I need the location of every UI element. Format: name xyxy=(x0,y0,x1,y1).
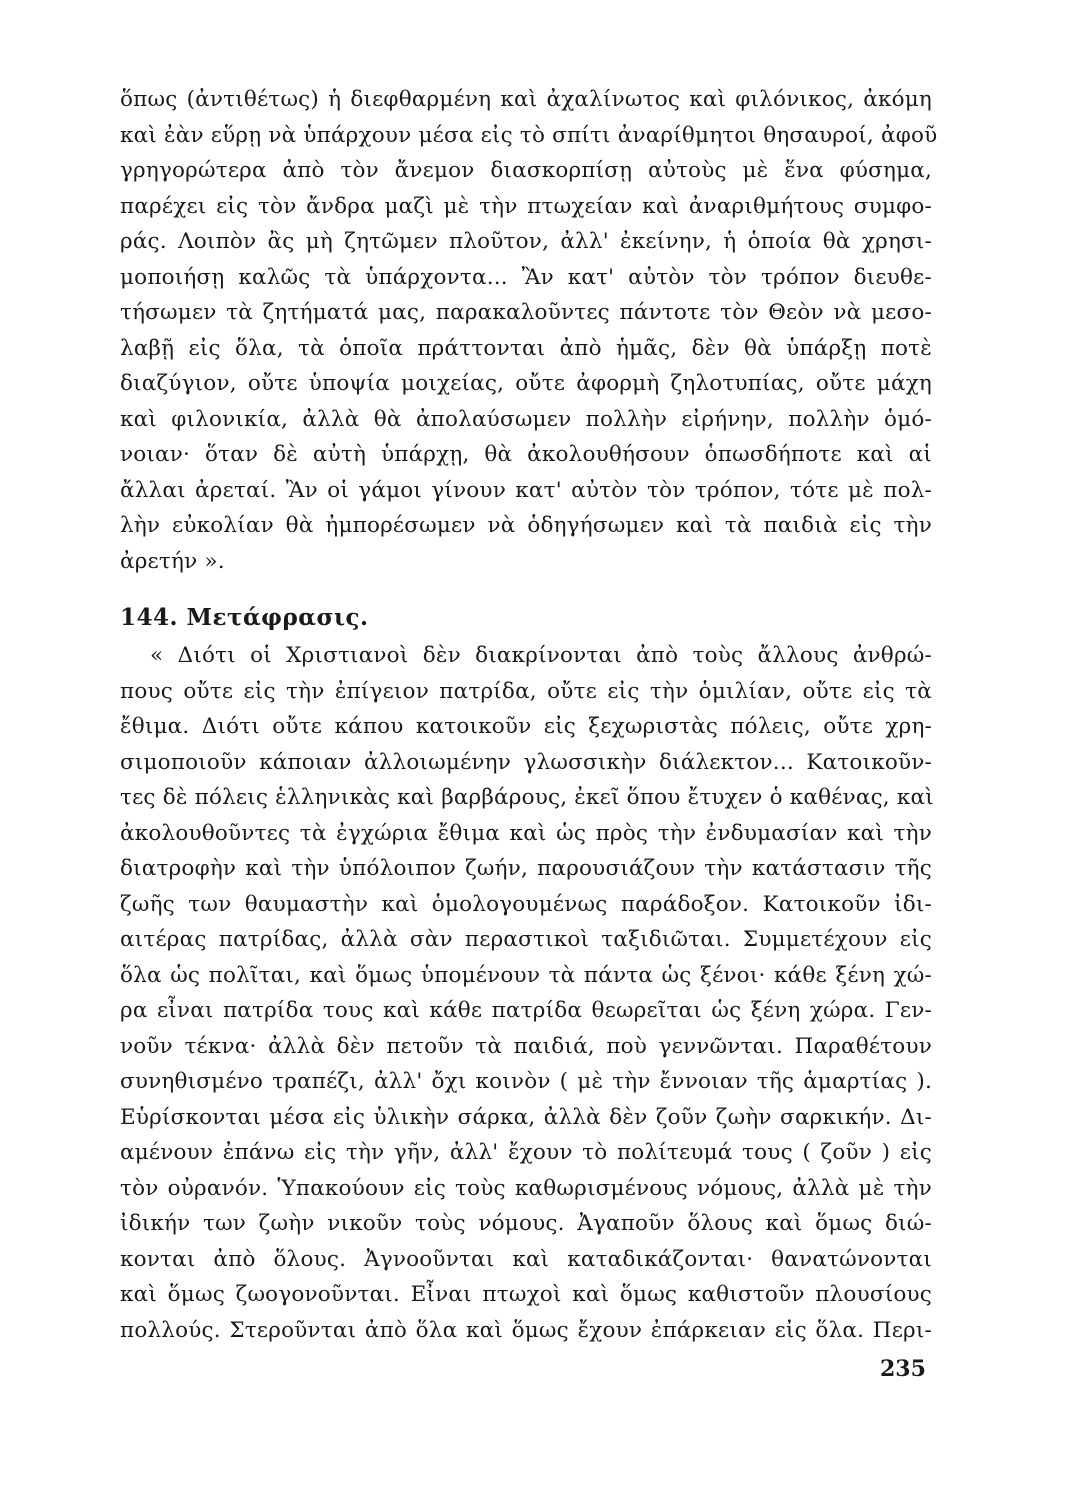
text-line: νοιαν· ὅταν δὲ αὐτὴ ὑπάρχῃ, θὰ ἀκολουθήσουν ὁπωσδήποτε καὶ αἱ xyxy=(120,442,932,467)
translation-paragraph xyxy=(120,638,932,1348)
text-line: καὶ ἐὰν εὕρῃ νὰ ὑπάρχουν μέσα εἰς τὸ σπίτι ἀναρίθμητοι θησαυροί, ἀφοῦ xyxy=(120,122,938,148)
text-line: συνηθισμένο τραπέζι, ἀλλ' ὄχι κοινὸν ( μὲ τὴν ἔννοιαν τῆς ἁμαρτίας ). xyxy=(120,1069,932,1094)
text-line: πους οὔτε εἰς τὴν ἐπίγειον πατρίδα, οὔτε εἰς τὴν ὁμιλίαν, οὔτε εἰς τὰ xyxy=(120,678,932,704)
text-line: τήσωμεν τὰ ζητήματά μας, παρακαλοῦντες πάντοτε τὸν Θεὸν νὰ μεσο- xyxy=(120,300,932,325)
text-line: ζωῆς των θαυμαστὴν καὶ ὁμολογουμένως παράδοξον. Κατοικοῦν ἰδι- xyxy=(120,891,932,917)
text-line: ὅπως (ἀντιθέτως) ἡ διεφθαρμένη καὶ ἀχαλίνωτος καὶ φιλόνικος, ἀκόμη xyxy=(120,87,932,112)
text-line: κονται ἀπὸ ὅλους. Ἀγνοοῦνται καὶ καταδικάζονται· θανατώνονται xyxy=(120,1246,932,1272)
text-line: τὸν οὐρανόν. Ὑπακούουν εἰς τοὺς καθωρισμένους νόμους, ἀλλὰ μὲ τὴν xyxy=(120,1175,932,1201)
text-line: νοῦν τέκνα· ἀλλὰ δὲν πετοῦν τὰ παιδιά, ποὺ γεννῶνται. Παραθέτουν xyxy=(120,1033,932,1059)
text-line: διαζύγιον, οὔτε ὑποψία μοιχείας, οὔτε ἀφορμὴ ζηλοτυπίας, οὔτε μάχη xyxy=(120,371,932,396)
text-line: καὶ φιλονικία, ἀλλὰ θὰ ἀπολαύσωμεν πολλὴν εἰρήνην, πολλὴν ὁμό- xyxy=(120,406,932,432)
text-line: ἀκολουθοῦντες τὰ ἐγχώρια ἔθιμα καὶ ὡς πρὸς τὴν ἐνδυμασίαν καὶ τὴν xyxy=(120,820,932,846)
text-line: καὶ ὅμως ζωογονοῦνται. Εἶναι πτωχοὶ καὶ ὅμως καθιστοῦν πλουσίους xyxy=(120,1282,932,1307)
text-line: γρηγορώτερα ἀπὸ τὸν ἄνεμον διασκορπίσῃ αὐτοὺς μὲ ἕνα φύσημα, xyxy=(120,158,932,183)
text-line: μοποιήσῃ καλῶς τὰ ὑπάρχοντα... Ἂν κατ' αὐτὸν τὸν τρόπον διευθε- xyxy=(120,264,932,290)
text-line: τες δὲ πόλεις ἑλληνικὰς καὶ βαρβάρους, ἐκεῖ ὅπου ἔτυχεν ὁ καθένας, καὶ xyxy=(120,785,934,810)
text-line: διατροφὴν καὶ τὴν ὑπόλοιπον ζωήν, παρουσιάζουν τὴν κατάστασιν τῆς xyxy=(120,856,932,881)
text-line: αμένουν ἐπάνω εἰς τὴν γῆν, ἀλλ' ἔχουν τὸ πολίτευμά τους ( ζοῦν ) εἰς xyxy=(120,1140,932,1165)
text-line: ἰδικήν των ζωὴν νικοῦν τοὺς νόμους. Ἀγαποῦν ὅλους καὶ ὅμως διώ- xyxy=(120,1211,932,1236)
text-line: παρέχει εἰς τὸν ἄνδρα μαζὶ μὲ τὴν πτωχείαν καὶ ἀναριθμήτους συμφο- xyxy=(120,193,932,219)
text-line: πολλούς. Στεροῦνται ἀπὸ ὅλα καὶ ὅμως ἔχουν ἐπάρκειαν εἰς ὅλα. Περι- xyxy=(120,1317,932,1343)
text-line: σιμοποιοῦν κάποιαν ἀλλοιωμένην γλωσσικὴν διάλεκτον... Κατοικοῦν- xyxy=(120,749,932,775)
text-line: ράς. Λοιπὸν ἂς μὴ ζητῶμεν πλοῦτον, ἀλλ' ἐκείνην, ἡ ὁποία θὰ χρησι- xyxy=(120,229,932,254)
text-line: Εὑρίσκονται μέσα εἰς ὑλικὴν σάρκα, ἀλλὰ δὲν ζοῦν ζωὴν σαρκικήν. Δι- xyxy=(120,1104,932,1130)
text-line: ἀρετήν ». xyxy=(120,548,225,574)
text-line: λὴν εὐκολίαν θὰ ἠμπορέσωμεν νὰ ὁδηγήσωμεν καὶ τὰ παιδιὰ εἰς τὴν xyxy=(120,513,932,538)
text-line: ὅλα ὡς πολῖται, καὶ ὅμως ὑπομένουν τὰ πάντα ὡς ξένοι· κάθε ξένη χώ- xyxy=(120,962,932,988)
page-number: 235 xyxy=(880,1356,926,1382)
text-line: λαβῇ εἰς ὅλα, τὰ ὁποῖα πράττονται ἀπὸ ἡμᾶς, δὲν θὰ ὑπάρξῃ ποτὲ xyxy=(120,335,932,361)
text-line: « Διότι οἱ Χριστιανοὶ δὲν διακρίνονται ἀπὸ τοὺς ἄλλους ἀνθρώ- xyxy=(150,643,932,668)
text-line: αιτέρας πατρίδας, ἀλλὰ σὰν περαστικοὶ ταξιδιῶται. Συμμετέχουν εἰς xyxy=(120,927,932,952)
section-heading: 144. Μετάφρασις. xyxy=(120,604,369,631)
paragraph-continued xyxy=(120,82,938,579)
text-line: ρα εἶναι πατρίδα τους καὶ κάθε πατρίδα θεωρεῖται ὡς ξένη χώρα. Γεν- xyxy=(120,998,932,1023)
text-line: ἄλλαι ἀρεταί. Ἂν οἱ γάμοι γίνουν κατ' αὐτὸν τὸν τρόπον, τότε μὲ πολ- xyxy=(120,477,932,503)
text-line: ἔθιμα. Διότι οὔτε κάπου κατοικοῦν εἰς ξεχωριστὰς πόλεις, οὔτε χρη- xyxy=(120,714,932,739)
